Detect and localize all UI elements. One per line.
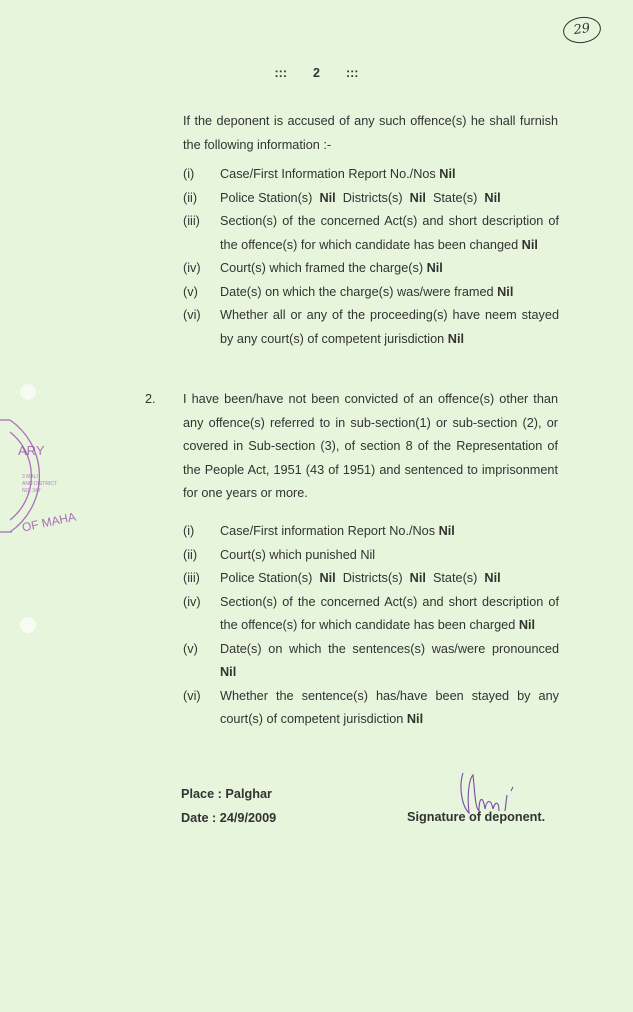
item-label: Section(s) of the concerned Act(s) and short description of the offence(s) for which candidate has been charged bbox=[220, 594, 559, 632]
intro-paragraph: If the deponent is accused of any such offence(s) he shall furnish the following information :- bbox=[183, 114, 558, 152]
place-date-block bbox=[181, 783, 276, 830]
page-marker-circled: 29 bbox=[561, 14, 602, 45]
svg-text:NO. 347: NO. 347 bbox=[22, 488, 41, 494]
item-text bbox=[220, 591, 559, 638]
item-value: Nil bbox=[438, 524, 455, 538]
item-value: Nil bbox=[426, 261, 443, 275]
item-value: Nil bbox=[409, 571, 426, 585]
item-number: (iv) bbox=[183, 261, 201, 275]
item-label: State(s) bbox=[425, 190, 485, 205]
item-value: Nil bbox=[484, 571, 501, 585]
item-text bbox=[220, 304, 559, 351]
item-text bbox=[220, 638, 559, 685]
item-number: (vi) bbox=[183, 688, 201, 703]
page-header bbox=[0, 66, 633, 80]
item-label: Date(s) on which the sentences(s) was/were pronounced bbox=[220, 641, 559, 656]
svg-text:3 MALI: 3 MALI bbox=[22, 474, 38, 480]
item-label: Whether all or any of the proceeding(s) have neem stayed by any court(s) of competent jurisdiction bbox=[220, 308, 559, 346]
item-text bbox=[220, 163, 559, 187]
item-value: Nil bbox=[319, 190, 336, 205]
item-label: Police Station(s) bbox=[220, 571, 320, 585]
page-number: 2 bbox=[313, 66, 320, 80]
item-label: Date(s) on which the charge(s) was/were framed bbox=[220, 284, 498, 299]
item-number: (ii) bbox=[183, 190, 198, 205]
signature-label: Signature of deponent. bbox=[407, 810, 546, 824]
item-value: Nil bbox=[497, 284, 514, 299]
item-text bbox=[220, 685, 559, 732]
item-text bbox=[220, 520, 559, 544]
list-item bbox=[183, 210, 559, 257]
conviction-info-list bbox=[183, 520, 559, 732]
item-text bbox=[220, 544, 559, 568]
item-number: (iv) bbox=[183, 594, 201, 609]
place-line: Place : Palghar bbox=[181, 787, 272, 801]
item-label: Court(s) which punished Nil bbox=[220, 547, 376, 562]
item-label: Case/First Information Report No./Nos bbox=[220, 167, 440, 181]
official-seal-stamp bbox=[0, 400, 110, 550]
item-value: Nil bbox=[409, 190, 426, 205]
stamp-text-top: ARY bbox=[18, 443, 45, 458]
list-item bbox=[183, 520, 559, 544]
svg-text:OF MAHA: OF MAHA bbox=[20, 509, 78, 535]
item-number: (i) bbox=[183, 167, 195, 181]
item-text bbox=[220, 187, 559, 211]
item-value: Nil bbox=[220, 665, 237, 679]
item-label: Section(s) of the concerned Act(s) and short description of the offence(s) for which candidate has been changed bbox=[220, 214, 559, 252]
list-item bbox=[183, 638, 559, 685]
date-line: Date : 24/9/2009 bbox=[181, 810, 277, 825]
item-text bbox=[220, 257, 559, 281]
item-value: Nil bbox=[447, 331, 464, 346]
item-number: (vi) bbox=[183, 308, 201, 322]
item-label: Districts(s) bbox=[335, 571, 410, 585]
item-text bbox=[220, 567, 559, 591]
item-label: Police Station(s) bbox=[220, 190, 320, 205]
item-value: Nil bbox=[406, 712, 424, 726]
list-item bbox=[183, 281, 559, 305]
item-number: (iii) bbox=[183, 571, 200, 585]
item-label: Court(s) which framed the charge(s) bbox=[220, 261, 427, 275]
list-item bbox=[183, 187, 559, 211]
item-value: Nil bbox=[484, 190, 501, 205]
item-number: (v) bbox=[183, 284, 198, 299]
list-item bbox=[183, 685, 559, 732]
item-text bbox=[220, 281, 559, 305]
list-item bbox=[183, 544, 559, 568]
item-number: (i) bbox=[183, 524, 195, 538]
item-label: Whether the sentence(s) has/have been stayed by any court(s) of competent jurisdiction bbox=[220, 688, 559, 726]
item-value: Nil bbox=[518, 618, 536, 632]
item-label: State(s) bbox=[425, 571, 485, 585]
list-item bbox=[183, 567, 559, 591]
conviction-paragraph bbox=[145, 388, 558, 506]
item-value: Nil bbox=[439, 167, 456, 181]
item-value: Nil bbox=[521, 237, 538, 252]
paragraph-text: I have been/have not been convicted of an offence(s) other than any offence(s) referred to in sub-section(1) or sub-section (2), or covered in Sub-section (3), of section 8 of the Representation of the People Act, 1951 (43 of 1951) and sentenced to imprisonment for one years or more. bbox=[183, 392, 558, 500]
header-left-dots: ::: bbox=[274, 66, 288, 80]
header-right-dots: ::: bbox=[345, 66, 359, 80]
svg-text:AND DISTRICT: AND DISTRICT bbox=[22, 481, 57, 487]
item-number: (ii) bbox=[183, 547, 198, 562]
list-item bbox=[183, 591, 559, 638]
item-label: Districts(s) bbox=[335, 190, 410, 205]
item-text bbox=[220, 210, 559, 257]
item-label: Case/First information Report No./Nos bbox=[220, 524, 439, 538]
punch-hole bbox=[20, 617, 36, 633]
item-value: Nil bbox=[319, 571, 336, 585]
list-item bbox=[183, 257, 559, 281]
accusation-info-list bbox=[183, 163, 559, 351]
list-item bbox=[183, 304, 559, 351]
paragraph-number: 2. bbox=[145, 392, 156, 406]
item-number: (iii) bbox=[183, 214, 200, 228]
list-item bbox=[183, 163, 559, 187]
punch-hole bbox=[20, 384, 36, 400]
item-number: (v) bbox=[183, 641, 198, 656]
